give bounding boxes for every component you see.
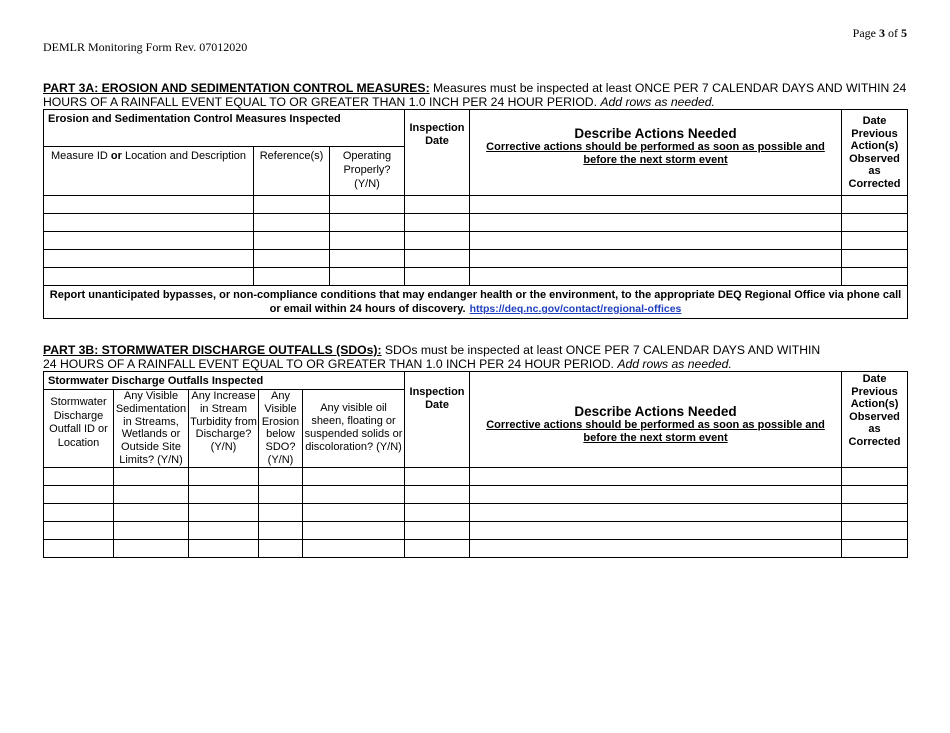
table-cell[interactable] [470, 467, 842, 485]
table-cell[interactable] [405, 503, 470, 521]
table-row [44, 503, 908, 521]
table-cell[interactable] [254, 250, 330, 268]
table-cell[interactable] [405, 539, 470, 557]
erosion-group-title: Erosion and Sedimentation Control Measures Inspected [44, 110, 405, 147]
col-describe-actions: Describe Actions Needed Corrective actions should be performed as soon as possible and before the next storm event [470, 110, 842, 196]
table-cell[interactable] [405, 268, 470, 286]
table-cell[interactable] [114, 539, 189, 557]
col-outfall-id: Stormwater Discharge Outfall ID or Location [44, 390, 114, 468]
table-cell[interactable] [189, 521, 259, 539]
table-cell[interactable] [405, 214, 470, 232]
table-cell[interactable] [254, 196, 330, 214]
table-cell[interactable] [842, 467, 908, 485]
table-cell[interactable] [842, 485, 908, 503]
table-cell[interactable] [189, 485, 259, 503]
table-cell[interactable] [254, 214, 330, 232]
form-revision: DEMLR Monitoring Form Rev. 07012020 [43, 40, 248, 54]
table-row [44, 250, 908, 268]
col-sedimentation: Any Visible Sedimentation in Streams, Wetlands or Outside Site Limits? (Y/N) [114, 390, 189, 468]
table-cell[interactable] [114, 503, 189, 521]
table-cell[interactable] [842, 196, 908, 214]
table-cell[interactable] [303, 467, 405, 485]
report-notice: Report unanticipated bypasses, or non-compliance conditions that may endanger health or the environment, to the appropriate DEQ Regional Office via phone call or email within 24 hours of discovery. https://deq.nc.gov/contact/regional-offices [44, 286, 908, 319]
table-cell[interactable] [303, 539, 405, 557]
table-cell[interactable] [842, 521, 908, 539]
table-cell[interactable] [44, 539, 114, 557]
table-cell[interactable] [330, 214, 405, 232]
table-cell[interactable] [405, 196, 470, 214]
table-cell[interactable] [330, 196, 405, 214]
table-cell[interactable] [44, 485, 114, 503]
table-cell[interactable] [44, 268, 254, 286]
table-cell[interactable] [259, 485, 303, 503]
table-cell[interactable] [405, 232, 470, 250]
col-describe-actions: Describe Actions Needed Corrective actions should be performed as soon as possible and before the next storm event [470, 372, 842, 468]
table-cell[interactable] [842, 503, 908, 521]
table-cell[interactable] [189, 539, 259, 557]
table-cell[interactable] [254, 232, 330, 250]
table-cell[interactable] [303, 521, 405, 539]
table-cell[interactable] [189, 503, 259, 521]
col-date-previous: Date Previous Action(s) Observed as Corrected [842, 110, 908, 196]
col-erosion: Any Visible Erosion below SDO? (Y/N) [259, 390, 303, 468]
table-cell[interactable] [44, 250, 254, 268]
table-cell[interactable] [842, 268, 908, 286]
table-cell[interactable] [44, 232, 254, 250]
table-cell[interactable] [259, 503, 303, 521]
col-operating: Operating Properly? (Y/N) [330, 147, 405, 196]
col-inspection-date: Inspection Date [405, 372, 470, 468]
table-cell[interactable] [114, 521, 189, 539]
table-cell[interactable] [405, 521, 470, 539]
table-cell[interactable] [303, 485, 405, 503]
table-row [44, 539, 908, 557]
table-cell[interactable] [842, 539, 908, 557]
stormwater-outfalls-table [43, 371, 908, 558]
table-cell[interactable] [114, 485, 189, 503]
outfalls-group-title: Stormwater Discharge Outfalls Inspected [44, 372, 405, 390]
table-row [44, 521, 908, 539]
table-row [44, 467, 908, 485]
table-cell[interactable] [44, 521, 114, 539]
part3b-heading: PART 3B: STORMWATER DISCHARGE OUTFALLS (SDOs): SDOs must be inspected at least ONCE PER 7 CALENDAR DAYS AND WITHIN 24 HOURS OF A RAINFALL EVENT EQUAL TO OR GREATER THAN 1.0 INCH PER 24 HOUR PERIOD. Add rows as needed. [43, 343, 821, 371]
col-turbidity: Any Increase in Stream Turbidity from Discharge? (Y/N) [189, 390, 259, 468]
table-cell[interactable] [470, 196, 842, 214]
page-number: Page 3 of 5 [852, 26, 907, 40]
part3a-heading: PART 3A: EROSION AND SEDIMENTATION CONTROL MEASURES: Measures must be inspected at least ONCE PER 7 CALENDAR DAYS AND WITHIN 24 HOURS OF A RAINFALL EVENT EQUAL TO OR GREATER THAN 1.0 INCH PER 24 HOUR PERIOD. Add rows as needed. [43, 81, 907, 109]
table-cell[interactable] [842, 232, 908, 250]
table-cell[interactable] [405, 250, 470, 268]
table-cell[interactable] [470, 268, 842, 286]
col-measure-id: Measure ID or Location and Description [44, 147, 254, 196]
table-row [44, 268, 908, 286]
table-cell[interactable] [330, 232, 405, 250]
col-inspection-date: Inspection Date [405, 110, 470, 196]
table-cell[interactable] [259, 539, 303, 557]
table-cell[interactable] [470, 232, 842, 250]
col-oil-sheen: Any visible oil sheen, floating or suspended solids or discoloration? (Y/N) [303, 390, 405, 468]
table-cell[interactable] [470, 521, 842, 539]
table-cell[interactable] [842, 250, 908, 268]
table-cell[interactable] [470, 485, 842, 503]
col-date-previous: Date Previous Action(s) Observed as Corrected [842, 372, 908, 468]
table-cell[interactable] [259, 467, 303, 485]
table-cell[interactable] [44, 503, 114, 521]
table-cell[interactable] [330, 268, 405, 286]
erosion-control-table [43, 109, 908, 319]
table-row [44, 485, 908, 503]
table-cell[interactable] [842, 214, 908, 232]
table-cell[interactable] [470, 250, 842, 268]
table-cell[interactable] [330, 250, 405, 268]
table-cell[interactable] [114, 467, 189, 485]
regional-offices-link[interactable]: https://deq.nc.gov/contact/regional-offices [469, 303, 682, 315]
table-cell[interactable] [303, 503, 405, 521]
table-cell[interactable] [405, 485, 470, 503]
table-cell[interactable] [470, 503, 842, 521]
table-cell[interactable] [44, 196, 254, 214]
table-cell[interactable] [189, 467, 259, 485]
table-cell[interactable] [470, 214, 842, 232]
table-row [44, 232, 908, 250]
table-cell[interactable] [254, 268, 330, 286]
table-row [44, 214, 908, 232]
col-reference: Reference(s) [254, 147, 330, 196]
table-cell[interactable] [44, 214, 254, 232]
table-cell[interactable] [44, 467, 114, 485]
table-cell[interactable] [405, 467, 470, 485]
table-cell[interactable] [470, 539, 842, 557]
table-row [44, 196, 908, 214]
table-cell[interactable] [259, 521, 303, 539]
